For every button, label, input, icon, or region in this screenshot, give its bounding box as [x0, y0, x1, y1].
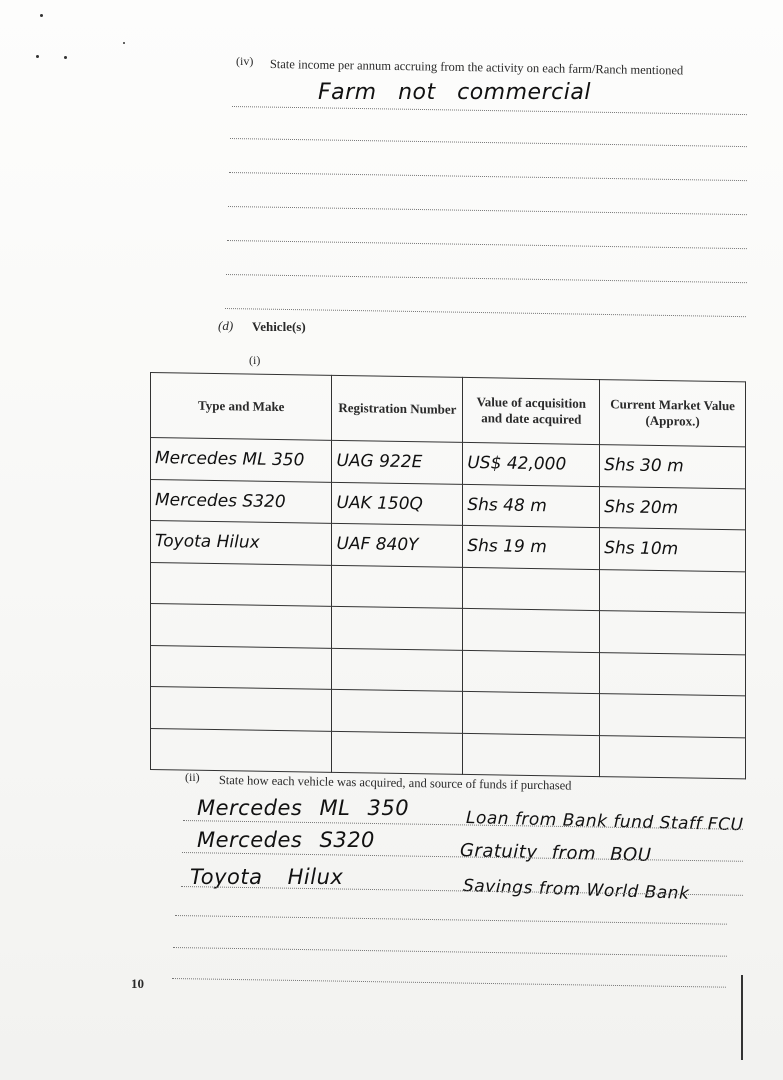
- cell-acquisition-value: US$ 42,000: [463, 442, 600, 486]
- source-answer-2: Gratuity from BOU: [459, 840, 652, 867]
- header-value-of-acquisition: Value of acquisition and date acquired: [463, 377, 600, 444]
- section-d-sub: (i): [249, 353, 261, 367]
- header-current-market-value: Current Market Value (Approx.): [600, 380, 746, 447]
- section-iv-question: State income per annum accruing from the activity on each farm/Ranch mentioned: [269, 57, 684, 78]
- cell-acquisition-value: Shs 19 m: [463, 525, 600, 569]
- cell-registration: [332, 606, 463, 650]
- cell-acquisition-value: [463, 650, 600, 694]
- cell-registration: UAG 922E: [332, 440, 463, 484]
- vehicle-answer-1: Mercedes ML 350: [197, 796, 410, 820]
- cell-registration: UAF 840Y: [332, 523, 463, 567]
- vehicles-table: [150, 372, 746, 779]
- source-answer-1: Loan from Bank fund Staff FCU: [465, 808, 744, 836]
- section-ii-number: (ii): [185, 770, 200, 784]
- cell-type: [151, 645, 332, 689]
- cell-type: Toyota Hilux: [151, 521, 332, 565]
- ink-speck: [40, 14, 43, 17]
- cell-market-value: Shs 20m: [600, 486, 746, 530]
- cell-type: Mercedes ML 350: [151, 438, 332, 482]
- cell-acquisition-value: [463, 691, 600, 735]
- cell-market-value: Shs 30 m: [600, 445, 746, 489]
- cell-registration: UAK 150Q: [332, 482, 463, 526]
- cell-acquisition-value: [463, 567, 600, 611]
- cell-registration: [332, 565, 463, 609]
- cell-type: [151, 687, 332, 731]
- cell-registration: [332, 731, 463, 775]
- page-number: 10: [131, 976, 144, 991]
- cell-market-value: [600, 735, 746, 779]
- vehicle-answer-2: Mercedes S320: [197, 828, 375, 852]
- cell-market-value: [600, 569, 746, 613]
- table-header-row: [151, 373, 746, 447]
- source-answer-3: Savings from World Bank: [462, 876, 690, 904]
- page-edge-line: [741, 975, 743, 1060]
- section-ii-question: State how each vehicle was acquired, and source of funds if purchased: [218, 773, 572, 793]
- cell-market-value: [600, 652, 746, 696]
- cell-market-value: Shs 10m: [600, 528, 746, 572]
- section-d-title: Vehicle(s): [252, 319, 306, 334]
- header-type-and-make: Type and Make: [151, 373, 332, 441]
- cell-type: [151, 728, 332, 772]
- cell-acquisition-value: Shs 48 m: [463, 484, 600, 528]
- cell-acquisition-value: [463, 608, 600, 652]
- ink-speck: [123, 42, 125, 44]
- cell-type: [151, 604, 332, 648]
- vehicle-answer-3: Toyota Hilux: [190, 865, 344, 889]
- cell-registration: [332, 689, 463, 733]
- section-iv-number: (iv): [236, 54, 254, 68]
- cell-market-value: [600, 611, 746, 655]
- table-row: [151, 728, 746, 779]
- section-iv-answer: Farm not commercial: [318, 80, 591, 105]
- cell-market-value: [600, 694, 746, 738]
- cell-registration: [332, 648, 463, 692]
- cell-acquisition-value: [463, 733, 600, 777]
- ink-speck: [64, 56, 67, 59]
- header-registration-number: Registration Number: [332, 375, 463, 442]
- section-d-letter: (d): [218, 318, 234, 333]
- cell-type: [151, 562, 332, 606]
- cell-type: Mercedes S320: [151, 479, 332, 523]
- ink-speck: [36, 55, 39, 58]
